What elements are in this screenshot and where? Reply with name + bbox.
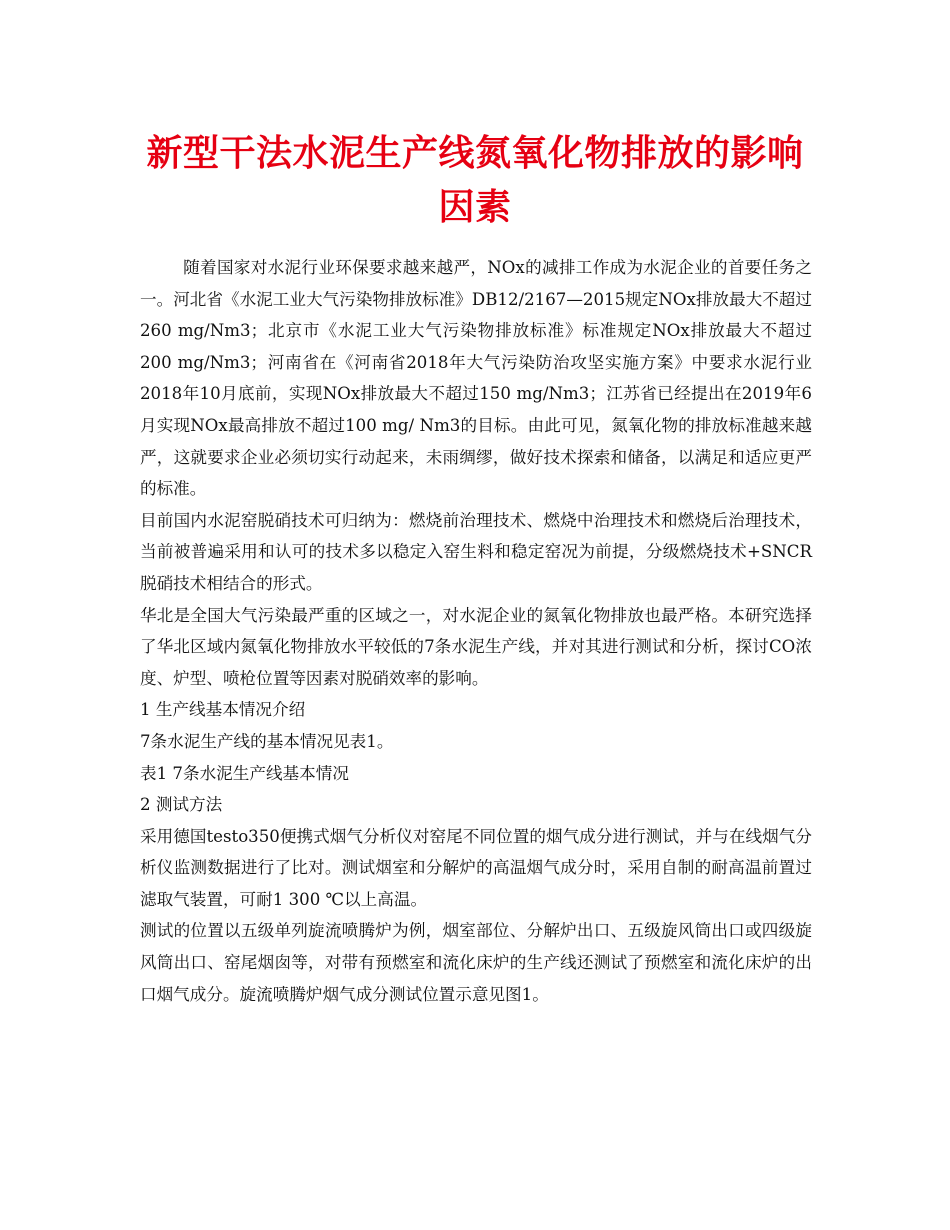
section-heading-2: 2 测试方法 [140, 795, 223, 815]
paragraph-denitration-tech: 目前国内水泥窑脱硝技术可归纳为：燃烧前治理技术、燃烧中治理技术和燃烧后治理技术，当前被普遍采用和认可的技术多以稳定入窑生料和稳定窑况为前提，分级燃烧技术+SNCR脱硝技术相结合的形式。 [140, 510, 812, 593]
paragraph-test-location: 测试的位置以五级单列旋流喷腾炉为例，烟室部位、分解炉出口、五级旋风筒出口或四级旋风筒出口、窑尾烟囱等，对带有预燃室和流化床炉的生产线还测试了预燃室和流化床炉的出口烟气成分。旋流喷腾炉烟气成分测试位置示意见图1。 [140, 921, 812, 1004]
document-body [140, 252, 812, 1010]
section-heading-1: 1 生产线基本情况介绍 [140, 700, 306, 720]
document-title: 新型干法水泥生产线氮氧化物排放的影响因素 [146, 132, 804, 228]
paragraph-study-scope: 华北是全国大气污染最严重的区域之一，对水泥企业的氮氧化物排放也最严格。本研究选择了华北区域内氮氧化物排放水平较低的7条水泥生产线，并对其进行测试和分析，探讨CO浓度、炉型、喷枪位置等因素对脱硝效率的影响。 [140, 605, 812, 688]
paragraph-intro: 随着国家对水泥行业环保要求越来越严，NOx的减排工作成为水泥企业的首要任务之一。河北省《水泥工业大气污染物排放标准》DB12/2167—2015规定NOx排放最大不超过260 mg/Nm3；北京市《水泥工业大气污染物排放标准》标准规定NOx排放最大不超过200 mg/Nm3；河南省在《河南省2018年大气污染防治攻坚实施方案》中要求水泥行业2018年10月底前，实现NOx排放最大不超过150 mg/Nm3；江苏省已经提出在2019年6月实现NOx最高排放不超过100 mg/ Nm3的目标。由此可见，氮氧化物的排放标准越来越严，这就要求企业必须切实行动起来，未雨绸缪，做好技术探索和储备，以满足和适应更严的标准。 [140, 258, 812, 499]
paragraph-test-method: 采用德国testo350便携式烟气分析仪对窑尾不同位置的烟气成分进行测试，并与在线烟气分析仪监测数据进行了比对。测试烟室和分解炉的高温烟气成分时，采用自制的耐高温前置过滤取气装置，可耐1 300 ℃以上高温。 [140, 826, 812, 909]
table-caption: 表1 7条水泥生产线基本情况 [140, 763, 349, 783]
paragraph-table-ref: 7条水泥生产线的基本情况见表1。 [140, 731, 394, 751]
